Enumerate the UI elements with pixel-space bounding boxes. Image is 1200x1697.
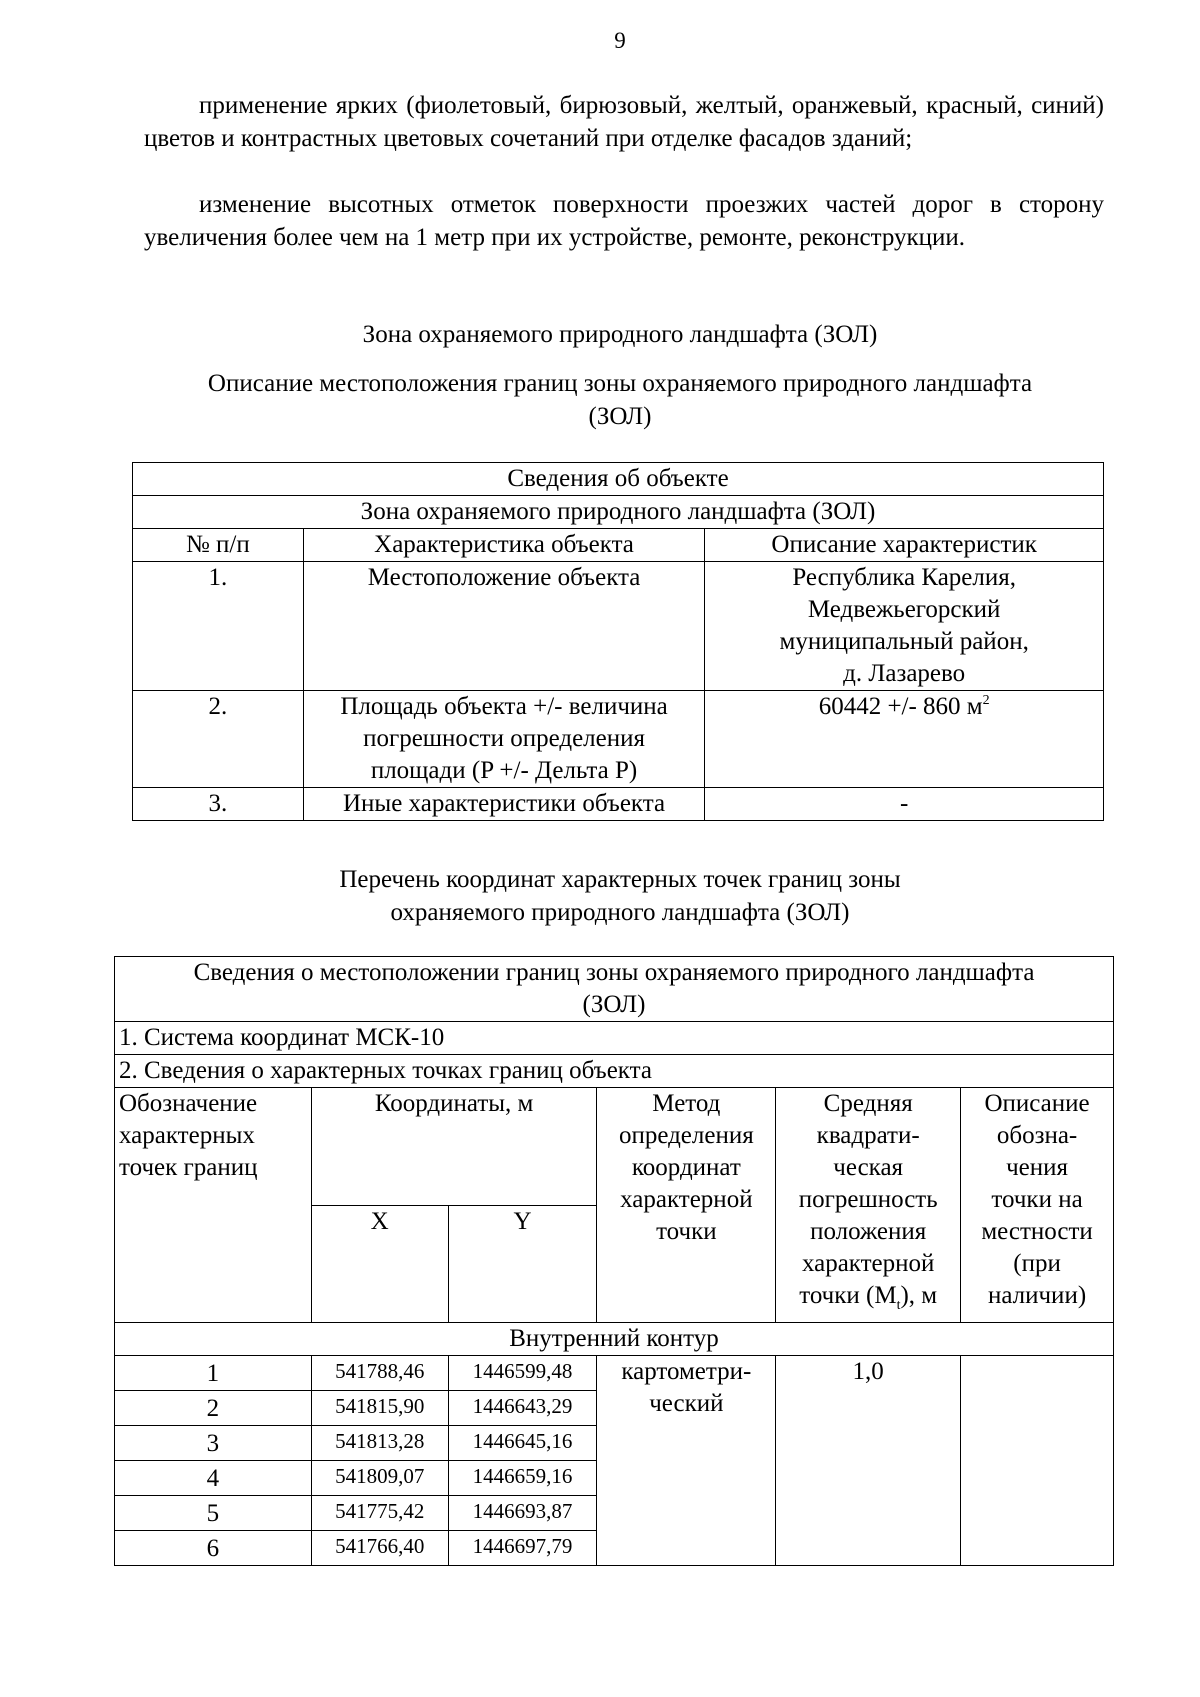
coordinate-system: 1. Система координат МСК-10: [115, 1022, 1114, 1055]
row-num: 3.: [133, 788, 304, 821]
coords-table-header: Сведения о местоположении границ зоны охраняемого природного ландшафта (ЗОЛ): [115, 957, 1114, 1022]
table-row: [133, 562, 1104, 691]
zone-title: Зона охраняемого природного ландшафта (ЗОЛ): [362, 321, 878, 348]
column-header-description: Описание характеристик: [705, 529, 1104, 562]
points-info-row: [115, 1055, 1114, 1088]
point-number: 4: [115, 1461, 312, 1496]
table-row: [115, 1356, 1114, 1391]
column-header-designation: Обозначение характерных точек границ: [115, 1088, 312, 1323]
table-row: [133, 691, 1104, 788]
contour-label: Внутренний контур: [115, 1323, 1114, 1356]
coords-system-row: [115, 1022, 1114, 1055]
points-info: 2. Сведения о характерных точках границ объекта: [115, 1055, 1114, 1088]
row-characteristic: Местоположение объекта: [303, 562, 705, 691]
paragraph-road-levels: изменение высотных отметок поверхности проезжих частей дорог в сторону увеличения более чем на 1 метр при их устройстве, ремонте, реконструкции.: [144, 191, 1105, 251]
row-characteristic: Площадь объекта +/- величина погрешности определения площади (P +/- Дельта P): [303, 691, 705, 788]
row-description: Республика Карелия, Медвежьегорский муниципальный район, д. Лазарево: [705, 562, 1104, 691]
column-header-num: № п/п: [133, 529, 304, 562]
point-x: 541775,42: [311, 1496, 448, 1531]
point-y: 1446599,48: [448, 1356, 597, 1391]
point-description-value: [961, 1356, 1114, 1566]
point-x: 541813,28: [311, 1426, 448, 1461]
point-number: 6: [115, 1531, 312, 1566]
point-number: 5: [115, 1496, 312, 1531]
point-y: 1446659,16: [448, 1461, 597, 1496]
contour-row: [115, 1323, 1114, 1356]
point-x: 541788,46: [311, 1356, 448, 1391]
description-title: Описание местоположения границ зоны охраняемого природного ландшафта (ЗОЛ): [207, 370, 1033, 430]
paragraph-colors: применение ярких (фиолетовый, бирюзовый, желтый, оранжевый, красный, синий) цветов и контрастных цветовых сочетаний при отделке фасадов зданий;: [144, 92, 1105, 152]
object-table-columns-row: [133, 529, 1104, 562]
point-x: 541766,40: [311, 1531, 448, 1566]
column-header-method: Метод определения координат характерной точки: [597, 1088, 776, 1323]
table-row: [133, 788, 1104, 821]
point-x: 541815,90: [311, 1391, 448, 1426]
row-num: 1.: [133, 562, 304, 691]
point-y: 1446693,87: [448, 1496, 597, 1531]
object-table-subheader-row: [133, 496, 1104, 529]
page-number: 9: [614, 28, 626, 53]
column-header-error: Средняя квадрати- ческая погрешность положения характерной точки $(M_t)$, м: [776, 1088, 961, 1323]
object-table-header-row: [133, 463, 1104, 496]
coords-columns-row-1: [115, 1088, 1114, 1206]
point-y: 1446645,16: [448, 1426, 597, 1461]
column-header-coordinates: Координаты, м: [311, 1088, 597, 1206]
point-x: 541809,07: [311, 1461, 448, 1496]
method-value: картометри- ческий: [597, 1356, 776, 1566]
point-y: 1446697,79: [448, 1531, 597, 1566]
point-number: 3: [115, 1426, 312, 1461]
point-number: 2: [115, 1391, 312, 1426]
coords-table: [114, 956, 1114, 1566]
object-table-header: Сведения об объекте: [133, 463, 1104, 496]
column-header-characteristic: Характеристика объекта: [303, 529, 705, 562]
point-number: 1: [115, 1356, 312, 1391]
coords-title: Перечень координат характерных точек границ зоны охраняемого природного ландшафта (ЗОЛ): [339, 866, 901, 926]
row-description: -: [705, 788, 1104, 821]
point-y: 1446643,29: [448, 1391, 597, 1426]
column-header-x: X: [311, 1205, 448, 1323]
object-table-subheader: Зона охраняемого природного ландшафта (ЗОЛ): [133, 496, 1104, 529]
row-description: 60442 +/- 860 $м^2$: [705, 691, 1104, 788]
error-value: 1,0: [776, 1356, 961, 1566]
column-header-point-description: Описание обозна- чения точки на местности (при наличии): [961, 1088, 1114, 1323]
row-characteristic: Иные характеристики объекта: [303, 788, 705, 821]
object-table: [132, 462, 1104, 821]
coords-table-header-row: [115, 957, 1114, 1022]
column-header-y: Y: [448, 1205, 597, 1323]
row-num: 2.: [133, 691, 304, 788]
